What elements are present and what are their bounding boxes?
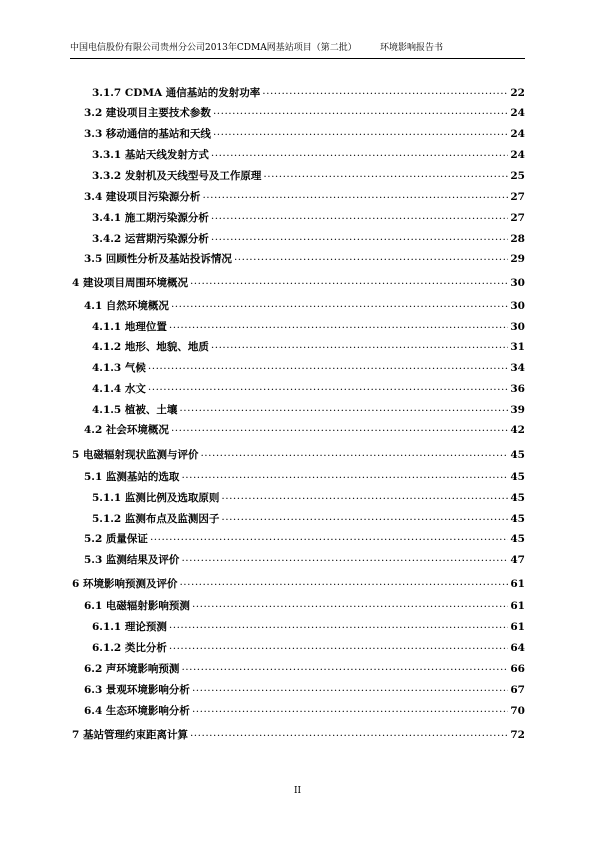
toc-entry-label: 5 电磁辐射现状监测与评价 <box>72 449 199 461</box>
toc-entry[interactable] <box>92 317 525 337</box>
toc-entry[interactable] <box>84 249 525 269</box>
page-header <box>70 40 525 56</box>
toc-entry-page: 34 <box>510 362 525 374</box>
toc-entry-label: 4.2 社会环境概况 <box>84 424 169 436</box>
toc-entry[interactable] <box>84 596 525 616</box>
toc-leader-dots <box>211 335 508 355</box>
toc-entry[interactable] <box>84 529 525 549</box>
toc-entry-page: 61 <box>510 578 525 590</box>
toc-leader-dots <box>213 101 508 121</box>
toc-entry-label: 5.1.2 监测布点及监测因子 <box>92 513 220 525</box>
toc-entry[interactable] <box>84 701 525 721</box>
toc-entry[interactable] <box>92 337 525 357</box>
toc-entry-label: 4.1.5 植被、土壤 <box>92 404 178 416</box>
toc-leader-dots <box>234 247 508 267</box>
toc-leader-dots <box>211 143 508 163</box>
toc-entry[interactable] <box>84 103 525 123</box>
toc-entry[interactable] <box>84 659 525 679</box>
toc-entry-page: 39 <box>510 404 525 416</box>
toc-entry[interactable] <box>84 550 525 570</box>
toc-entry[interactable] <box>92 229 525 249</box>
toc-leader-dots <box>169 315 508 335</box>
toc-entry[interactable] <box>84 296 525 316</box>
toc-entry-page: 24 <box>510 149 525 161</box>
toc-entry-label: 3.3.1 基站天线发射方式 <box>92 149 209 161</box>
toc-entry-page: 67 <box>510 684 525 696</box>
toc-leader-dots <box>171 418 508 438</box>
toc-leader-dots <box>211 227 508 247</box>
toc-entry-page: 27 <box>510 212 525 224</box>
toc-leader-dots <box>262 81 508 101</box>
toc-entry-page: 28 <box>510 233 525 245</box>
page-number: II <box>293 786 302 796</box>
toc-entry-label: 3.5 回顾性分析及基站投诉情况 <box>84 253 232 265</box>
toc-entry-label: 4.1.3 气候 <box>92 362 146 374</box>
toc-entry-page: 22 <box>510 87 525 99</box>
toc-entry-page: 25 <box>510 170 525 182</box>
toc-entry-page: 47 <box>510 554 525 566</box>
toc-leader-dots <box>192 594 508 614</box>
toc-entry[interactable] <box>84 467 525 487</box>
toc-entry[interactable] <box>72 725 525 745</box>
toc-leader-dots <box>148 356 508 376</box>
toc-entry[interactable] <box>84 420 525 440</box>
toc-leader-dots <box>148 377 508 397</box>
toc-entry-label: 4.1 自然环境概况 <box>84 300 169 312</box>
toc-entry-page: 61 <box>510 621 525 633</box>
toc-entry[interactable] <box>92 166 525 186</box>
toc-entry-label: 6.1 电磁辐射影响预测 <box>84 600 190 612</box>
toc-leader-dots <box>213 122 508 142</box>
toc-entry-label: 5.2 质量保证 <box>84 533 148 545</box>
header-title: 中国电信股份有限公司贵州分公司2013年CDMA网基站项目（第二批） <box>70 43 357 53</box>
toc-leader-dots <box>192 678 508 698</box>
toc-entry-page: 36 <box>510 383 525 395</box>
toc-entry-page: 30 <box>510 321 525 333</box>
toc-entry-page: 61 <box>510 600 525 612</box>
toc-leader-dots <box>179 398 508 418</box>
toc-entry-label: 3.3.2 发射机及天线型号及工作原理 <box>92 170 262 182</box>
toc-entry-page: 31 <box>510 341 525 353</box>
toc-leader-dots <box>171 294 508 314</box>
toc-entry-label: 6.2 声环境影响预测 <box>84 663 180 675</box>
toc-entry-label: 3.2 建设项目主要技术参数 <box>84 107 211 119</box>
toc-entry[interactable] <box>72 273 525 293</box>
toc-leader-dots <box>181 548 508 568</box>
toc-leader-dots <box>169 615 508 635</box>
toc-entry-page: 45 <box>510 449 525 461</box>
toc-entry[interactable] <box>92 379 525 399</box>
toc-leader-dots <box>150 527 508 547</box>
toc-entry-label: 6 环境影响预测及评价 <box>72 578 178 590</box>
toc-entry-label: 6.1.1 理论预测 <box>92 621 167 633</box>
toc-entry-label: 3.4.1 施工期污染源分析 <box>92 212 209 224</box>
toc-entry-page: 45 <box>510 471 525 483</box>
toc-entry-label: 5.3 监测结果及评价 <box>84 554 180 566</box>
toc-entry-label: 6.3 景观环境影响分析 <box>84 684 190 696</box>
toc-entry[interactable] <box>92 488 525 508</box>
toc-leader-dots <box>202 185 508 205</box>
toc-entry-label: 3.4.2 运营期污染源分析 <box>92 233 209 245</box>
toc-entry[interactable] <box>92 208 525 228</box>
toc-entry-page: 70 <box>510 705 525 717</box>
toc-leader-dots <box>179 572 508 592</box>
toc-leader-dots <box>221 486 508 506</box>
toc-entry-label: 5.1.1 监测比例及选取原则 <box>92 492 220 504</box>
toc-entry-label: 4.1.2 地形、地貌、地质 <box>92 341 209 353</box>
toc-entry-page: 45 <box>510 492 525 504</box>
toc-entry[interactable] <box>84 680 525 700</box>
toc-entry-page: 72 <box>510 729 525 741</box>
toc-leader-dots <box>169 636 508 656</box>
toc-entry-label: 4.1.1 地理位置 <box>92 321 167 333</box>
toc-entry[interactable] <box>84 187 525 207</box>
toc-leader-dots <box>190 723 508 743</box>
toc-entry-page: 24 <box>510 128 525 140</box>
toc-leader-dots <box>221 507 508 527</box>
header-doc-type: 环境影响报告书 <box>380 43 444 53</box>
toc-entry-label: 3.1.7 CDMA 通信基站的发射功率 <box>92 87 261 99</box>
toc-entry-label: 4 建设项目周围环境概况 <box>72 277 188 289</box>
toc-entry-page: 42 <box>510 424 525 436</box>
toc-entry-page: 24 <box>510 107 525 119</box>
toc-entry-label: 3.4 建设项目污染源分析 <box>84 191 201 203</box>
toc-leader-dots <box>200 443 508 463</box>
toc-leader-dots <box>181 657 508 677</box>
toc-entry-label: 6.4 生态环境影响分析 <box>84 705 190 717</box>
toc-leader-dots <box>263 164 508 184</box>
toc-leader-dots <box>192 699 508 719</box>
toc-entry-label: 7 基站管理约束距离计算 <box>72 729 188 741</box>
toc-entry[interactable] <box>72 574 525 594</box>
toc-entry-page: 30 <box>510 300 525 312</box>
toc-entry[interactable] <box>92 358 525 378</box>
toc-entry-page: 45 <box>510 533 525 545</box>
toc-entry-page: 66 <box>510 663 525 675</box>
header-rule <box>70 58 525 59</box>
toc-entry[interactable] <box>92 509 525 529</box>
toc-entry[interactable] <box>92 83 525 103</box>
toc-entry-page: 29 <box>510 253 525 265</box>
toc-entry[interactable] <box>92 145 525 165</box>
toc-entry[interactable] <box>84 124 525 144</box>
toc-leader-dots <box>181 465 508 485</box>
toc-entry[interactable] <box>92 617 525 637</box>
toc-leader-dots <box>211 206 508 226</box>
toc-entry[interactable] <box>92 400 525 420</box>
toc-entry[interactable] <box>72 445 525 465</box>
toc-entry-label: 6.1.2 类比分析 <box>92 642 167 654</box>
toc-entry-page: 45 <box>510 513 525 525</box>
toc-entry[interactable] <box>92 638 525 658</box>
toc-entry-label: 4.1.4 水文 <box>92 383 146 395</box>
toc-entry-label: 5.1 监测基站的选取 <box>84 471 180 483</box>
toc-entry-page: 27 <box>510 191 525 203</box>
toc-entry-page: 30 <box>510 277 525 289</box>
toc-entry-page: 64 <box>510 642 525 654</box>
toc-entry-label: 3.3 移动通信的基站和天线 <box>84 128 211 140</box>
toc-leader-dots <box>190 271 508 291</box>
